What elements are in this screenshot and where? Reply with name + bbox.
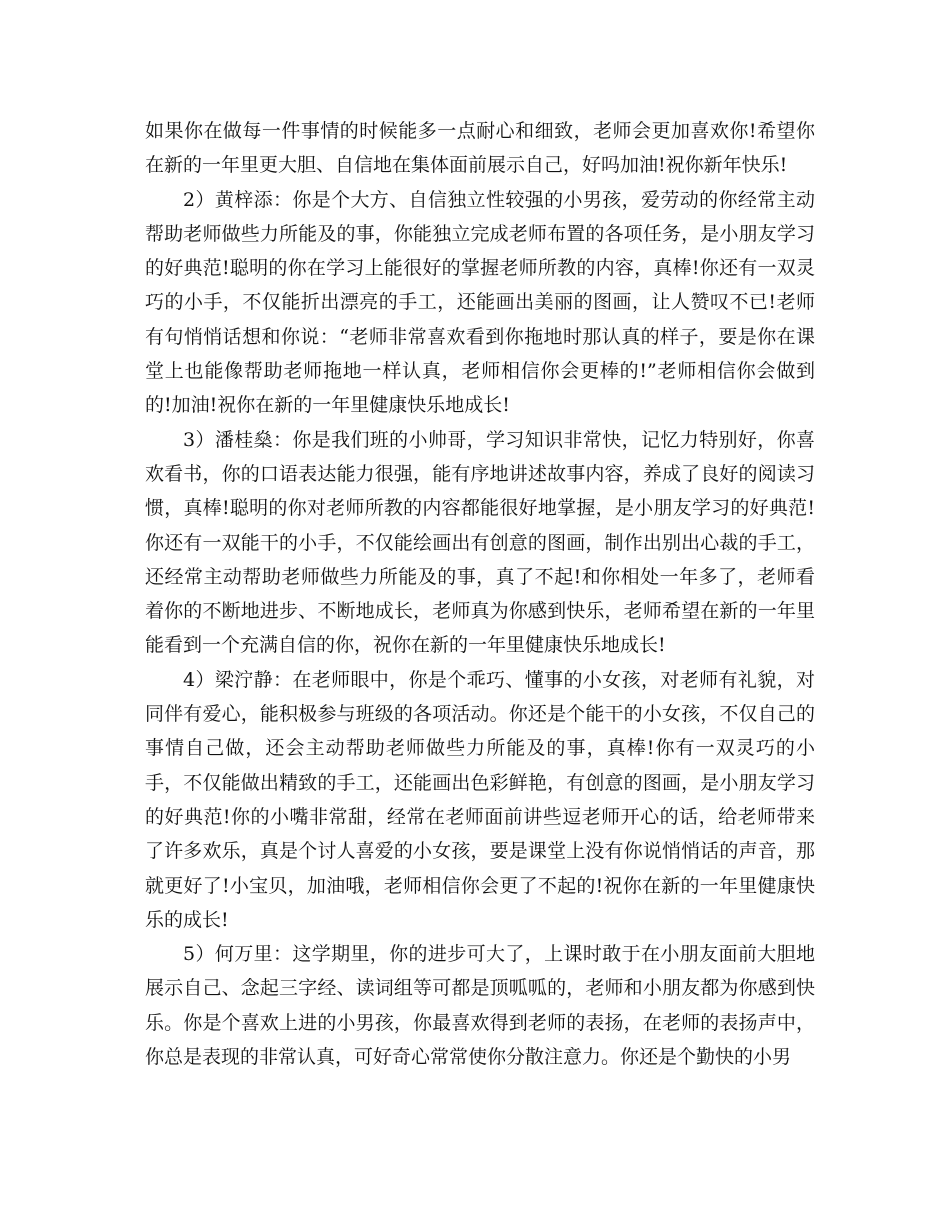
- paragraph-he-wanli: 5）何万里：这学期里，你的进步可大了，上课时敢于在小朋友面前大胆地展示自己、念起三字经、读词组等可都是顶呱呱的，老师和小朋友都为你感到快乐。你是个喜欢上进的小男孩，你最喜欢得到老师的表扬，在老师的表扬声中，你总是表现的非常认真，可好奇心常常使你分散注意力。你还是个勤快的小男: [145, 943, 815, 1069]
- paragraph-pan-guishen: 3）潘桂燊：你是我们班的小帅哥，学习知识非常快，记忆力特别好，你喜欢看书，你的口语表达能力很强，能有序地讲述故事内容，养成了良好的阅读习惯，真棒!聪明的你对老师所教的内容都能很好地掌握，是小朋友学习的好典范!你还有一双能干的小手，不仅能绘画出有创意的图画，制作出别出心裁的手工，还经常主动帮助老师做些力所能及的事，真了不起!和你相处一年多了，老师看着你的不断地进步、不断地成长，老师真为你感到快乐，老师希望在新的一年里能看到一个充满自信的你，祝你在新的一年里健康快乐地成长!: [145, 428, 815, 657]
- document-body: [145, 114, 815, 1074]
- paragraph-liang-ningjing: 4）梁泞静：在老师眼中，你是个乖巧、懂事的小女孩，对老师有礼貌，对同伴有爱心，能积极参与班级的各项活动。你还是个能干的小女孩，不仅自己的事情自己做，还会主动帮助老师做些力所能及的事，真棒!你有一双灵巧的小手，不仅能做出精致的手工，还能画出色彩鲜艳，有创意的图画，是小朋友学习的好典范!你的小嘴非常甜，经常在老师面前讲些逗老师开心的话，给老师带来了许多欢乐，真是个讨人喜爱的小女孩，要是课堂上没有你说悄悄话的声音，那就更好了!小宝贝，加油哦，老师相信你会更了不起的!祝你在新的一年里健康快乐的成长!: [145, 668, 815, 931]
- paragraph-continuation: 如果你在做每一件事情的时候能多一点耐心和细致，老师会更加喜欢你!希望你在新的一年里更大胆、自信地在集体面前展示自己，好吗加油!祝你新年快乐!: [145, 120, 815, 177]
- paragraph-huang-zitian: 2）黄梓添：你是个大方、自信独立性较强的小男孩，爱劳动的你经常主动帮助老师做些力所能及的事，你能独立完成老师布置的各项任务，是小朋友学习的好典范!聪明的你在学习上能很好的掌握老师所教的内容，真棒!你还有一双灵巧的小手，不仅能折出漂亮的手工，还能画出美丽的图画，让人赞叹不已!老师有句悄悄话想和你说：“老师非常喜欢看到你拖地时那认真的样子，要是你在课堂上也能像帮助老师拖地一样认真，老师相信你会更棒的!”老师相信你会做到的!加油!祝你在新的一年里健康快乐地成长!: [145, 188, 815, 417]
